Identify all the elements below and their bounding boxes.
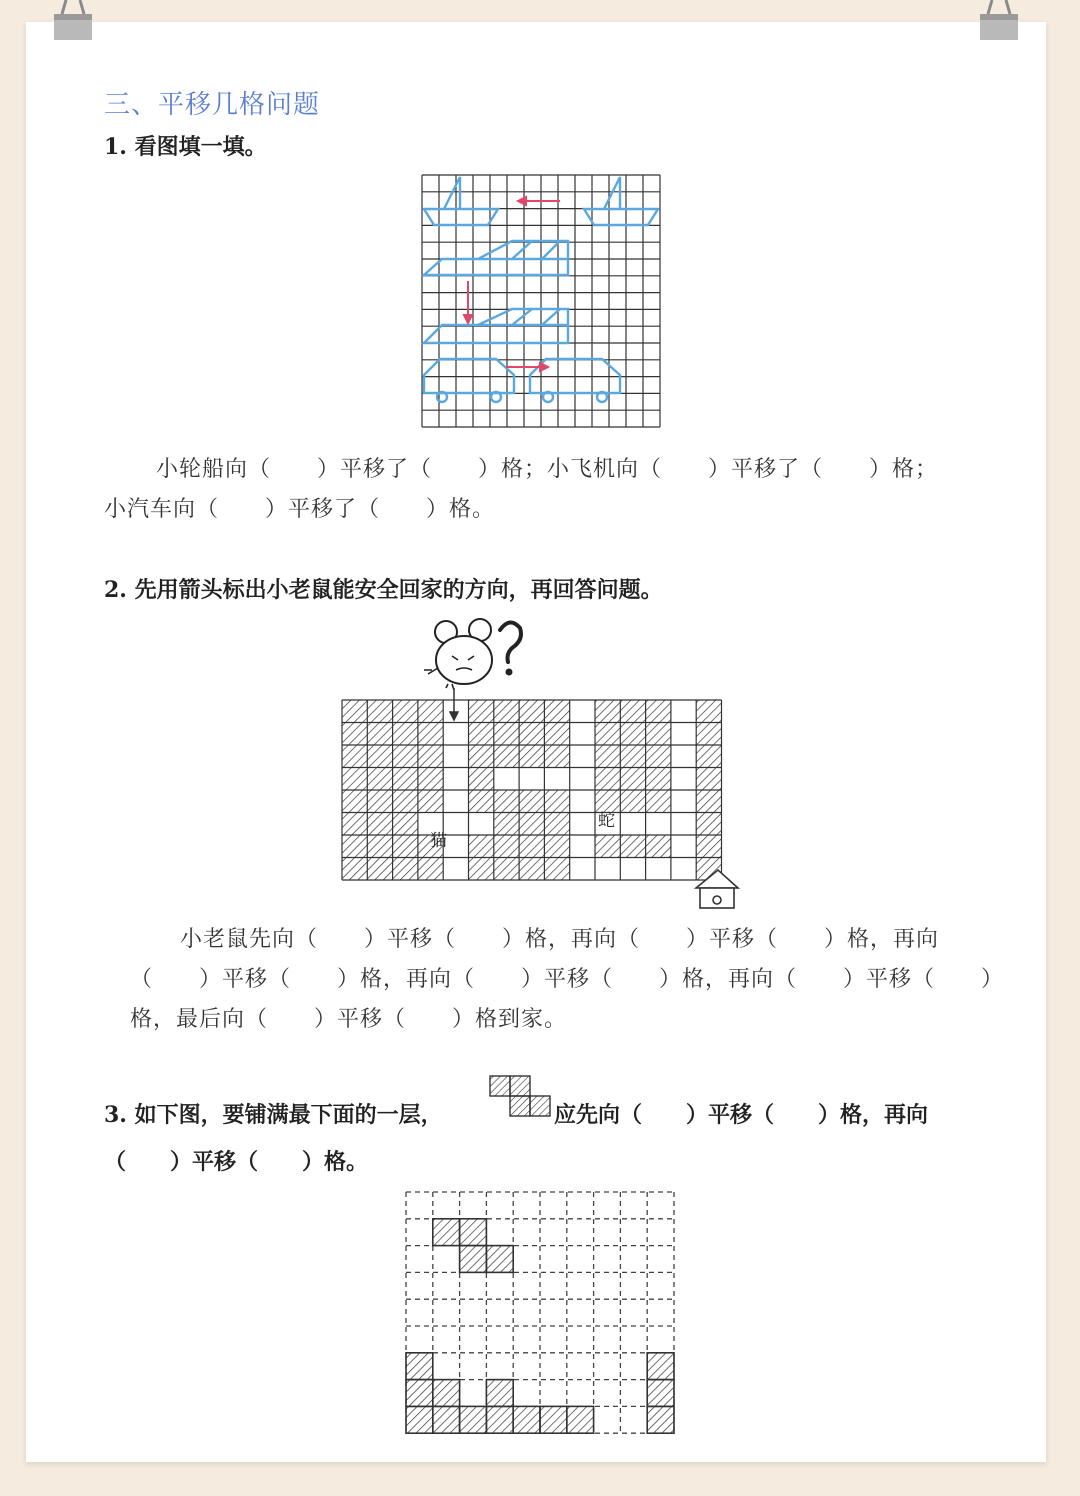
question-2-answer-line-3: 格，最后向（ ）平移（ ）格到家。 [130, 1007, 568, 1032]
question-2-title: 2. 先用箭头标出小老鼠能安全回家的方向，再回答问题。 [104, 577, 663, 603]
grid-lines [422, 175, 660, 427]
translation-grid-figure [422, 175, 660, 427]
mouse-icon [424, 612, 534, 712]
question-1-title: 1. 看图填一填。 [104, 134, 267, 160]
red-arrow-icon [464, 197, 560, 371]
binder-clip-icon [50, 0, 96, 42]
question-1-answer-line-2: 小汽车向（ ）平移了（ ）格。 [104, 497, 496, 522]
cat-label: 猫 [430, 831, 447, 851]
question-3-title: 3. 如下图，要铺满最下面的一层， [104, 1102, 443, 1128]
question-2-answer-line-2: （ ）平移（ ）格，再向（ ）平移（ ）格，再向（ ）平移（ ） [130, 967, 1005, 992]
snake-label: 蛇 [598, 811, 615, 831]
mouse-maze-figure [342, 700, 742, 910]
question-1-answer-line-1: 小轮船向（ ）平移了（ ）格；小飞机向（ ）平移了（ ）格； [156, 457, 939, 482]
tetromino-piece-icon [488, 1074, 554, 1120]
question-2-answer-line-1: 小老鼠先向（ ）平移（ ）格，再向（ ）平移（ ）格，再向 [180, 927, 940, 952]
question-3-answer-line: （ ）平移（ ）格。 [104, 1149, 369, 1175]
binder-clip-icon [976, 0, 1022, 42]
section-title: 三、平移几格问题 [104, 90, 321, 120]
car-shapes [424, 359, 620, 402]
tiling-grid-figure [404, 1190, 676, 1436]
question-3-title-continued: 应先向（ ）平移（ ）格，再向 [554, 1102, 929, 1128]
